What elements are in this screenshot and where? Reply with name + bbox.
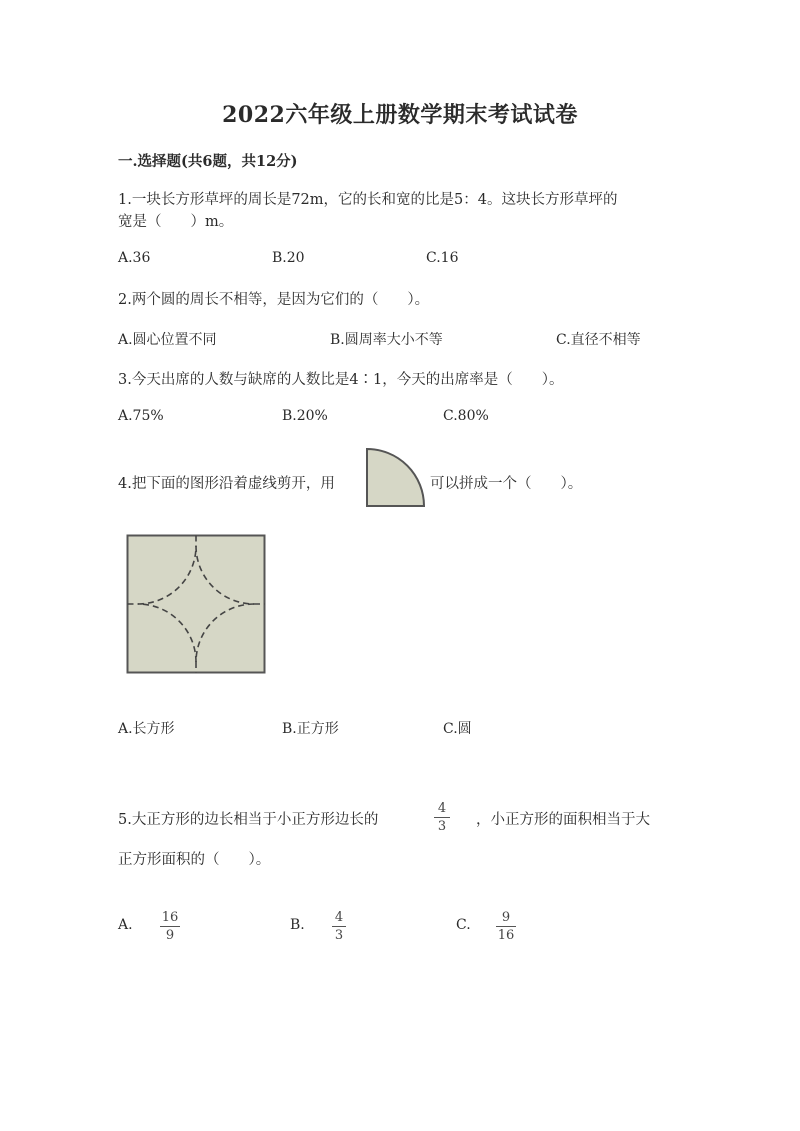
question-1-line-2: 宽是（ ）m。: [118, 214, 234, 230]
q2-option-a[interactable]: A.圆心位置不同: [118, 332, 217, 348]
fraction-denominator: 9: [165, 928, 175, 943]
fraction-denominator: 3: [437, 819, 447, 834]
q4-option-c[interactable]: C.圆: [443, 721, 472, 737]
fraction-denominator: 16: [497, 928, 515, 943]
question-4-text-after: 可以拼成一个（ ）。: [430, 476, 583, 492]
fraction-bar: [160, 926, 180, 927]
question-4-text-before: 4.把下面的图形沿着虚线剪开，用: [118, 476, 335, 492]
q5-fraction: [434, 801, 450, 834]
fraction-numerator: 9: [501, 910, 511, 925]
question-5-line-1-after: ，小正方形的面积相当于大: [476, 812, 650, 828]
question-2-text: 2.两个圆的周长不相等，是因为它们的（ ）。: [118, 292, 430, 308]
q5-option-b-label[interactable]: B.: [290, 917, 305, 933]
question-5-line-1-before: 5.大正方形的边长相当于小正方形边长的: [118, 812, 379, 828]
fraction-numerator: 4: [437, 801, 447, 816]
q5-option-c-label[interactable]: C.: [456, 917, 471, 933]
q4-option-a[interactable]: A.长方形: [118, 721, 175, 737]
q5-option-a-label[interactable]: A.: [118, 917, 133, 933]
dashed-square-figure: [126, 534, 266, 674]
question-1-line-1: 1.一块长方形草坪的周长是72m，它的长和宽的比是5：4。这块长方形草坪的: [118, 192, 618, 208]
fraction-bar: [496, 926, 516, 927]
fraction-numerator: 16: [161, 910, 179, 925]
fraction-numerator: 4: [334, 910, 344, 925]
page-title: 2022六年级上册数学期末考试试卷: [222, 102, 578, 128]
q5-option-a-fraction[interactable]: [160, 910, 180, 943]
q1-option-a[interactable]: A.36: [118, 250, 151, 266]
q3-option-c[interactable]: C.80%: [443, 408, 489, 424]
q1-option-c[interactable]: C.16: [426, 250, 459, 266]
question-5-line-2: 正方形面积的（ ）。: [118, 852, 271, 868]
q4-option-b[interactable]: B.正方形: [282, 721, 339, 737]
q3-option-a[interactable]: A.75%: [118, 408, 164, 424]
quarter-circle-figure: [364, 446, 426, 510]
q3-option-b[interactable]: B.20%: [282, 408, 328, 424]
question-3-text: 3.今天出席的人数与缺席的人数比是4∶1，今天的出席率是（ ）。: [118, 372, 564, 388]
fraction-denominator: 3: [334, 928, 344, 943]
fraction-bar: [434, 817, 450, 818]
section-heading: 一.选择题(共6题，共12分): [118, 153, 298, 170]
q5-option-b-fraction[interactable]: [332, 910, 346, 943]
q1-option-b[interactable]: B.20: [272, 250, 305, 266]
q5-option-c-fraction[interactable]: [496, 910, 516, 943]
q2-option-c[interactable]: C.直径不相等: [556, 332, 641, 348]
q2-option-b[interactable]: B.圆周率大小不等: [330, 332, 443, 348]
fraction-bar: [332, 926, 346, 927]
